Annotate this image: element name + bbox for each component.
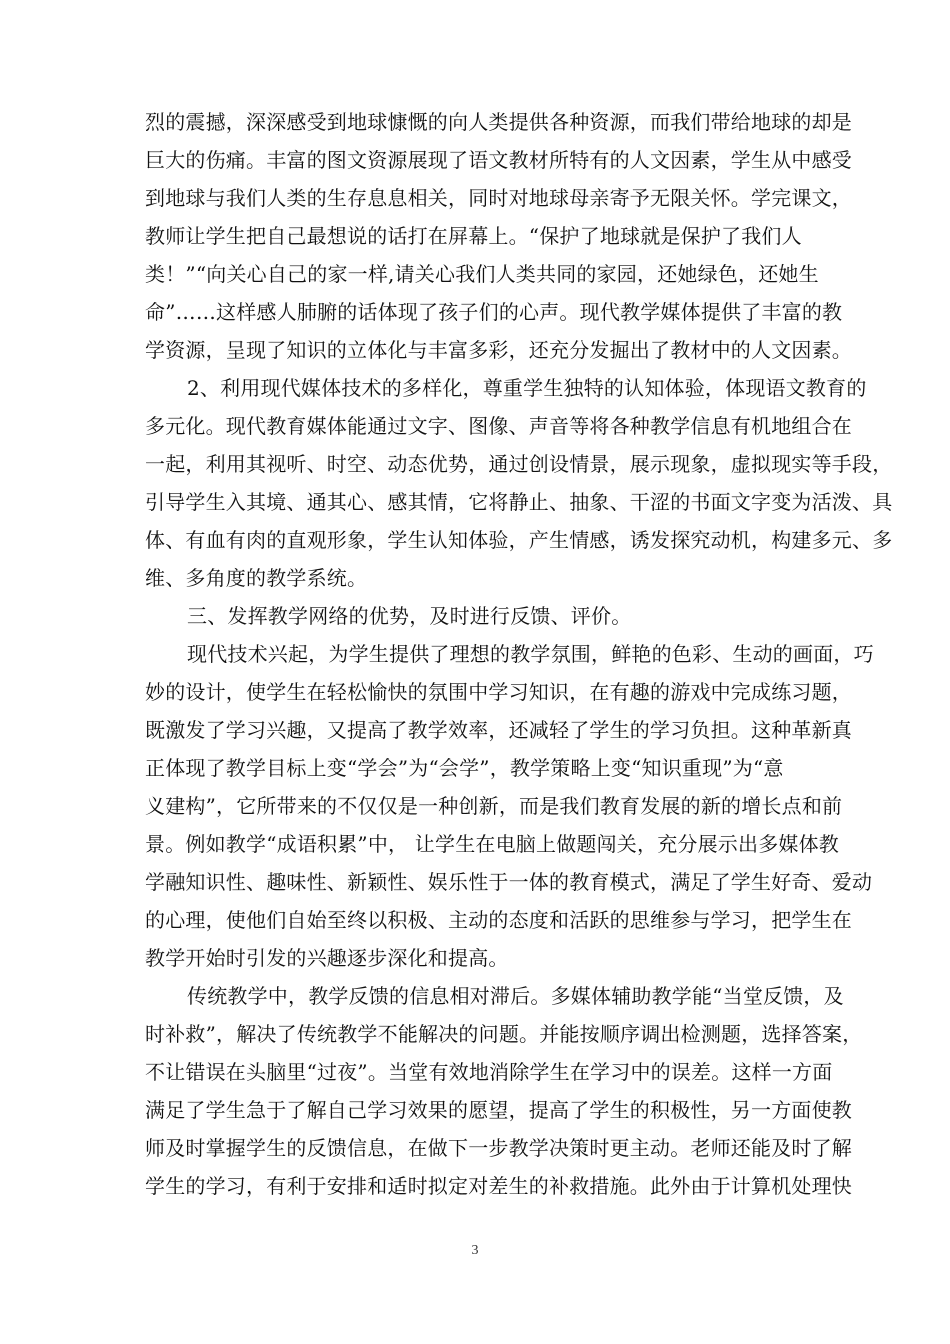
body-text-line: 引导学生入其境、通其心、感其情，它将静止、抽象、干涩的书面文字变为活泼、具 xyxy=(145,490,893,514)
body-text-line: 学融知识性、趣味性、新颖性、娱乐性于一体的教育模式，满足了学生好奇、爱动 xyxy=(145,870,873,894)
body-text-line: 命”……这样感人肺腑的话体现了孩子们的心声。现代教学媒体提供了丰富的教 xyxy=(145,300,843,324)
body-text-line: 维、多角度的教学系统。 xyxy=(145,566,368,590)
body-text-line: 体、有血有肉的直观形象，学生认知体验，产生情感，诱发探究动机，构建多元、多 xyxy=(145,528,893,552)
paragraph-first-line: 2、利用现代媒体技术的多样化，尊重学生独特的认知体验，体现语文教育的 xyxy=(187,376,867,400)
body-text-line: 巨大的伤痛。丰富的图文资源展现了语文教材所特有的人文因素，学生从中感受 xyxy=(145,148,852,172)
body-text-line: 景。例如教学“成语积累”中， 让学生在电脑上做题闯关，充分展示出多媒体教 xyxy=(145,832,840,856)
body-text-line: 类！”“向关心自己的家一样,请关心我们人类共同的家园，还她绿色，还她生 xyxy=(145,262,819,286)
body-text-line: 时补救”，解决了传统教学不能解决的问题。并能按顺序调出检测题，选择答案， xyxy=(145,1022,863,1046)
body-text-line: 到地球与我们人类的生存息息相关，同时对地球母亲寄予无限关怀。学完课文， xyxy=(145,186,852,210)
body-text-line: 师及时掌握学生的反馈信息，在做下一步教学决策时更主动。老师还能及时了解 xyxy=(145,1136,852,1160)
body-text-line: 学资源，呈现了知识的立体化与丰富多彩，还充分发掘出了教材中的人文因素。 xyxy=(145,338,852,362)
body-text-line: 义建构”，它所带来的不仅仅是一种创新，而是我们教育发展的新的增长点和前 xyxy=(145,794,843,818)
body-text-line: 的心理，使他们自始至终以积极、主动的态度和活跃的思维参与学习，把学生在 xyxy=(145,908,852,932)
body-text-line: 烈的震撼，深深感受到地球慷慨的向人类提供各种资源，而我们带给地球的却是 xyxy=(145,110,852,134)
body-text-line: 满足了学生急于了解自己学习效果的愿望，提高了学生的积极性，另一方面使教 xyxy=(145,1098,852,1122)
body-text-line: 一起，利用其视听、时空、动态优势，通过创设情景，展示现象，虚拟现实等手段， xyxy=(145,452,893,476)
body-text-line: 教学开始时引发的兴趣逐步深化和提高。 xyxy=(145,946,509,970)
body-text-line: 不让错误在头脑里“过夜”。当堂有效地消除学生在学习中的误差。这样一方面 xyxy=(145,1060,833,1084)
body-text-line: 妙的设计，使学生在轻松愉快的氛围中学习知识，在有趣的游戏中完成练习题， xyxy=(145,680,852,704)
paragraph-first-line: 现代技术兴起，为学生提供了理想的教学氛围，鲜艳的色彩、生动的画面，巧 xyxy=(187,642,874,666)
body-text-line: 正体现了教学目标上变“学会”为“会学”，教学策略上变“知识重现”为“意 xyxy=(145,756,784,780)
body-text-line: 学生的学习，有利于安排和适时拟定对差生的补救措施。此外由于计算机处理快 xyxy=(145,1174,852,1198)
body-text-line: 既激发了学习兴趣，又提高了教学效率，还减轻了学生的学习负担。这种革新真 xyxy=(145,718,852,742)
body-text-line: 教师让学生把自己最想说的话打在屏幕上。“保护了地球就是保护了我们人 xyxy=(145,224,802,248)
paragraph-first-line: 传统教学中，教学反馈的信息相对滞后。多媒体辅助教学能“当堂反馈，及 xyxy=(187,984,844,1008)
section-heading: 三、发挥教学网络的优势，及时进行反馈、评价。 xyxy=(187,604,632,628)
page-number: 3 xyxy=(471,1243,479,1258)
body-text-line: 多元化。现代教育媒体能通过文字、图像、声音等将各种教学信息有机地组合在 xyxy=(145,414,852,438)
